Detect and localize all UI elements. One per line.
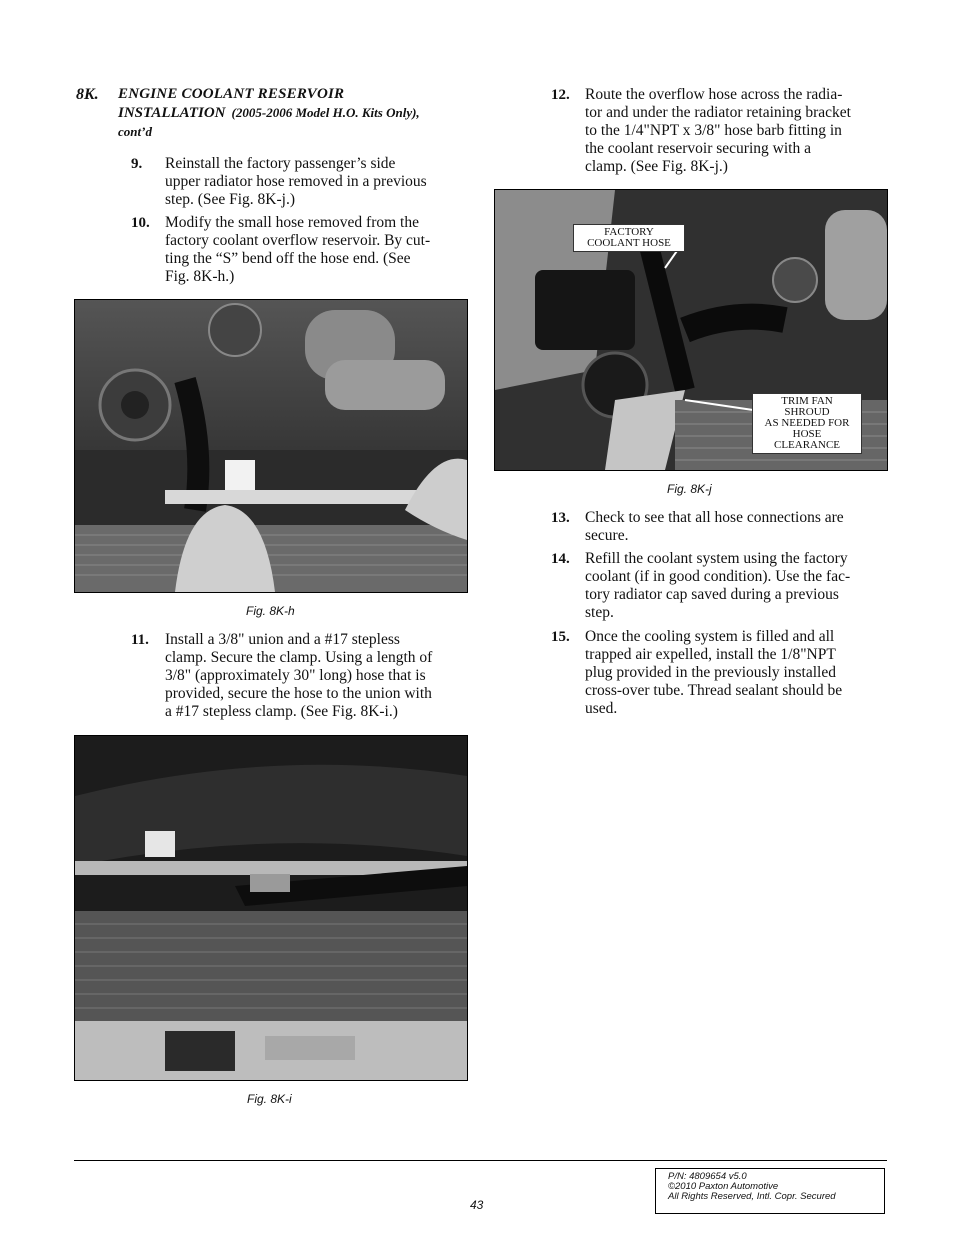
step-text: Check to see that all hose connections are secure. [585, 509, 844, 544]
footer-info-box [655, 1168, 885, 1214]
figure-8k-j-caption: Fig. 8K-j [667, 482, 712, 496]
callout-trim-fan-shroud: TRIM FAN SHROUD AS NEEDED FOR HOSE CLEARANCE [752, 393, 862, 454]
step-number: 13. [551, 510, 570, 526]
copyright: ©2010 Paxton Automotive [668, 1181, 779, 1192]
step-text: Reinstall the factory passenger’s side upper radiator hose removed in a previous step. (See Fig. 8K-j.) [165, 155, 427, 208]
step-text: Refill the coolant system using the factory coolant (if in good condition). Use the fac- tory radiator cap saved during a previous step. [585, 550, 851, 621]
step-text: Once the cooling system is filled and all trapped air expelled, install the 1/8"NPT plug provided in the previously installed cross-over tube. Thread sealant should be used. [585, 628, 843, 717]
step-text: Install a 3/8" union and a #17 stepless clamp. Secure the clamp. Using a length of 3/8" (approximately 30" long) hose that is provided, secure the hose to the union with a #17 stepless clamp. (See Fig. 8K-i.) [165, 631, 433, 720]
step-number: 9. [131, 156, 143, 172]
step-number: 11. [131, 632, 149, 648]
part-number: P/N: 4809654 v5.0 [668, 1171, 747, 1182]
page-number: 43 [470, 1198, 484, 1212]
section-title-line1: ENGINE COOLANT RESERVOIR [118, 86, 345, 102]
engine-bay-hose-image [75, 300, 467, 592]
step-number: 12. [551, 87, 570, 103]
figure-8k-i-photo [74, 735, 468, 1081]
figure-8k-h-photo [74, 299, 468, 593]
step-text: Modify the small hose removed from the factory coolant overflow reservoir. By cut- ting the “S” bend off the hose end. (See Fig. 8K-h.) [165, 214, 431, 285]
section-title-line3: cont’d [118, 124, 152, 139]
step-number: 10. [131, 215, 150, 231]
step-number: 14. [551, 551, 570, 567]
section-title-line2: INSTALLATION (2005-2006 Model H.O. Kits Only), [118, 105, 420, 121]
radiator-union-image [75, 736, 467, 1080]
rights-notice: All Rights Reserved, Intl. Copr. Secured [668, 1191, 836, 1202]
callout-factory-coolant-hose: FACTORY COOLANT HOSE [573, 224, 685, 252]
step-text: Route the overflow hose across the radia- tor and under the radiator retaining bracket to the 1/4"NPT x 3/8" hose barb fitting in the coolant reservoir securing with a clamp. (See Fig. 8K-j.) [585, 86, 851, 175]
figure-8k-i-caption: Fig. 8K-i [247, 1092, 292, 1106]
section-code: 8K. [76, 86, 99, 103]
footer-divider [74, 1160, 887, 1161]
figure-8k-h-caption: Fig. 8K-h [246, 604, 295, 618]
step-number: 15. [551, 629, 570, 645]
section-title-note: (2005-2006 Model H.O. Kits Only), [231, 105, 420, 120]
